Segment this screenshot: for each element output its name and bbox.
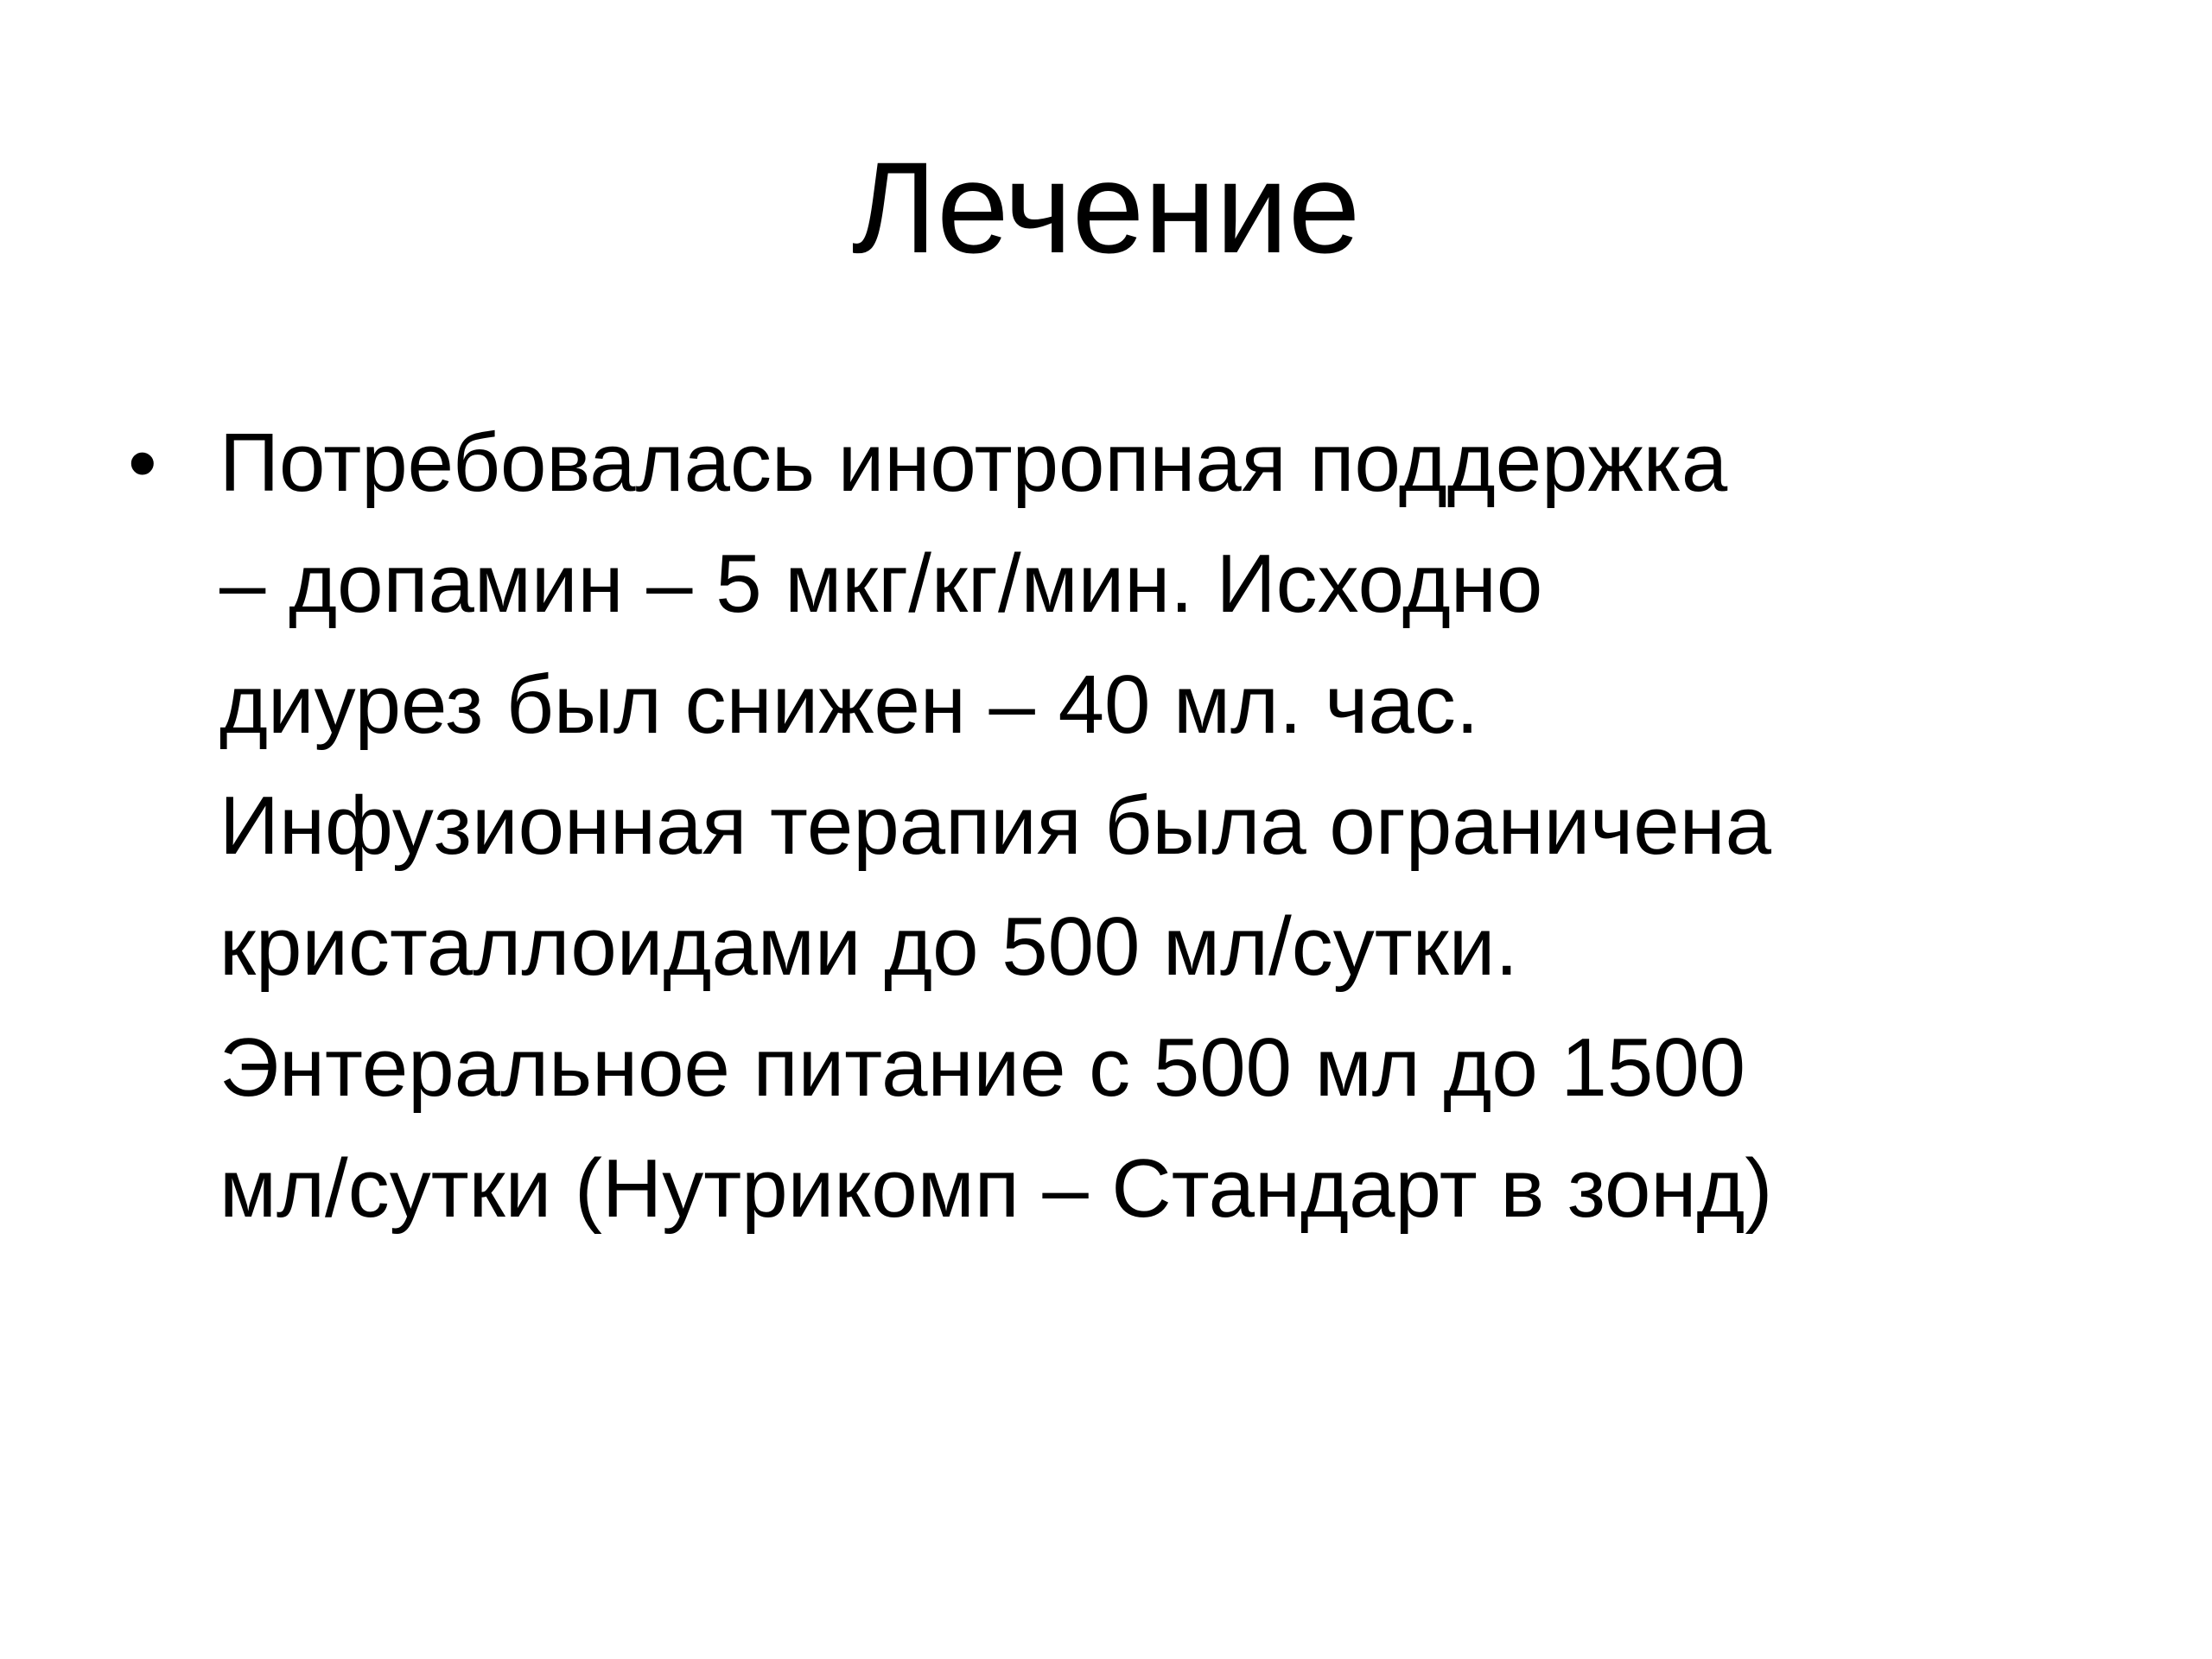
- bullet-line: Инфузионная терапия была ограничена: [219, 779, 1772, 872]
- bullet-line: Потребовалась инотропная поддержка: [219, 416, 1728, 509]
- bullet-line: диурез был снижен – 40 мл. час.: [219, 658, 1479, 751]
- bullet-text: [219, 403, 1772, 1249]
- bullet-item: [128, 403, 2115, 1249]
- bullet-line: – допамин – 5 мкг/кг/мин. Исходно: [219, 537, 1543, 630]
- bullet-marker: •: [128, 416, 157, 509]
- bullet-line: кристаллоидами до 500 мл/сутки.: [219, 900, 1518, 993]
- bullet-line: мл/сутки (Нутрикомп – Стандарт в зонд): [219, 1142, 1773, 1235]
- slide-title: Лечение: [851, 135, 1361, 280]
- bullet-list: [128, 403, 2115, 1249]
- bullet-line: Энтеральное питание с 500 мл до 1500: [219, 1021, 1746, 1114]
